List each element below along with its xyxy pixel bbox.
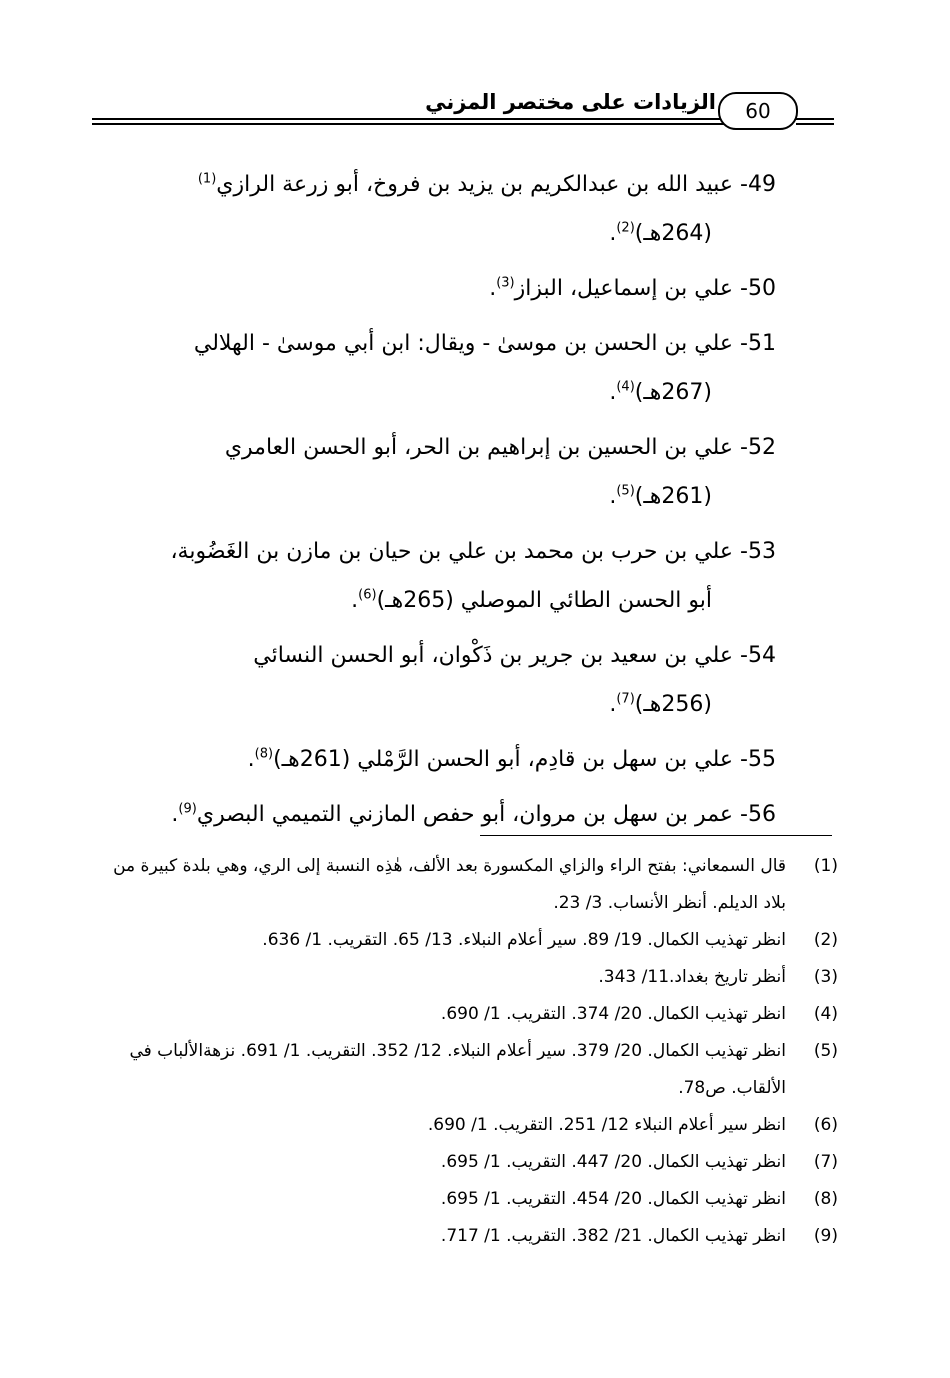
footnote <box>96 922 838 959</box>
footnote-number: (4) <box>813 1004 838 1024</box>
entry-continuation <box>86 368 776 417</box>
footnote <box>96 996 838 1033</box>
entry-date: أبو الحسن الطائي الموصلي (265هـ) <box>376 588 712 613</box>
page-number-tail <box>796 123 834 125</box>
entry-number: 53- <box>740 539 776 564</box>
entry-date: (267هـ) <box>634 380 712 405</box>
footnote <box>96 959 838 996</box>
footnote-number: (7) <box>813 1152 838 1172</box>
entry-text: عبيد الله بن عبدالكريم بن يزيد بن فروخ، أبو زرعة الرازي <box>216 172 734 197</box>
footnote-number: (6) <box>813 1115 838 1135</box>
page-number-tail <box>796 118 834 120</box>
list-item <box>86 264 776 313</box>
footnote-text: انظر تهذيب الكمال. 20/ 374. التقريب. 1/ 690. <box>440 1004 786 1024</box>
entry-text: علي بن سهل بن قادِم، أبو الحسن الرَّمْلي (261هـ) <box>273 747 734 772</box>
footnote-ref: (4) <box>616 379 635 395</box>
header-rule <box>92 123 724 125</box>
entry-end: . <box>609 692 617 717</box>
entry-continuation <box>86 576 776 625</box>
entry-end: . <box>609 221 617 246</box>
footnote-ref: (6) <box>358 587 377 603</box>
footnote-ref: (9) <box>178 801 197 817</box>
footnote-number: (1) <box>813 856 838 876</box>
footnote-ref: (2) <box>616 220 635 236</box>
entry-date: (256هـ) <box>634 692 712 717</box>
header-rule <box>92 118 724 120</box>
list-item <box>86 319 776 417</box>
entry-number: 56- <box>740 802 776 827</box>
entry-number: 55- <box>740 747 776 772</box>
list-item <box>86 527 776 625</box>
list-item <box>86 735 776 784</box>
entry-number: 50- <box>740 276 776 301</box>
footnote-number: (8) <box>813 1189 838 1209</box>
running-header <box>92 88 834 128</box>
entry-text: علي بن حرب بن محمد بن علي بن حيان بن مازن بن الغَضُوبة، <box>170 539 734 564</box>
entry-date: (261هـ) <box>634 484 712 509</box>
footnote-text: انظر تهذيب الكمال. 20/ 379. سير أعلام النبلاء. 12/ 352. التقريب. 1/ 691. نزهةالألباب في الألقاب. ص78. <box>129 1041 786 1098</box>
entry-date: (264هـ) <box>634 221 712 246</box>
entry-text: علي بن الحسن بن موسىٰ - ويقال: ابن أبي موسىٰ - الهلالي <box>193 331 734 356</box>
footnote-text: انظر تهذيب الكمال. 19/ 89. سير أعلام النبلاء. 13/ 65. التقريب. 1/ 636. <box>262 930 786 950</box>
entry-end: . <box>609 380 617 405</box>
footnote-ref: (8) <box>254 746 274 762</box>
entry-number: 49- <box>740 172 776 197</box>
footnote-separator <box>480 835 832 836</box>
page-number: 60 <box>718 92 798 130</box>
list-item <box>86 790 776 839</box>
footnote-text: انظر تهذيب الكمال. 20/ 447. التقريب. 1/ 695. <box>440 1152 786 1172</box>
entry-end: . <box>247 747 255 772</box>
footnote-text: انظر تهذيب الكمال. 20/ 454. التقريب. 1/ 695. <box>440 1189 786 1209</box>
entry-number: 52- <box>740 435 776 460</box>
entry-end: . <box>609 484 617 509</box>
entry-number: 54- <box>740 643 776 668</box>
footnote-ref: (1) <box>197 171 217 187</box>
footnote-text: أنظر تاريخ بغداد.11/ 343. <box>598 967 786 987</box>
footnote-ref: (3) <box>496 275 515 291</box>
entry-continuation <box>86 472 776 521</box>
footnote-text: انظر سير أعلام النبلاء 12/ 251. التقريب. 1/ 690. <box>427 1115 786 1135</box>
entry-text: علي بن سعيد بن جرير بن ذَكْوان، أبو الحسن النسائي <box>253 643 734 668</box>
entry-end: . <box>489 276 497 301</box>
list-item <box>86 423 776 521</box>
footnote-text: قال السمعاني: بفتح الراء والزاي المكسورة بعد الألف، هٰذِه النسبة إلى الري، وهي بلدة كبيرة من بلاد الديلم. أنظر الأنساب. 3/ 23. <box>113 856 786 913</box>
running-title: الزيادات على مختصر المزني <box>425 90 716 114</box>
footnote <box>96 1107 838 1144</box>
list-item <box>86 160 776 258</box>
footnote <box>96 1218 838 1255</box>
entry-end: . <box>171 802 179 827</box>
footnote-number: (9) <box>813 1226 838 1246</box>
entry-continuation <box>86 680 776 729</box>
entry-text: علي بن الحسين بن إبراهيم بن الحر، أبو الحسن العامري <box>224 435 734 460</box>
footnote <box>96 1144 838 1181</box>
footnote-number: (5) <box>813 1041 838 1061</box>
entry-text: علي بن إسماعيل، البزاز <box>514 276 734 301</box>
footnote-text: انظر تهذيب الكمال. 21/ 382. التقريب. 1/ 717. <box>440 1226 786 1246</box>
footnotes <box>96 848 838 1255</box>
footnote <box>96 1033 838 1107</box>
footnote <box>96 848 838 922</box>
main-text <box>86 160 776 845</box>
entry-continuation <box>86 209 776 258</box>
entry-text: عمر بن سهل بن مروان، أبو حفص المازني التميمي البصري <box>196 802 734 827</box>
entry-number: 51- <box>740 331 776 356</box>
footnote-number: (3) <box>813 967 838 987</box>
entry-end: . <box>351 588 359 613</box>
list-item <box>86 631 776 729</box>
footnote-number: (2) <box>813 930 838 950</box>
footnote-ref: (5) <box>616 483 635 499</box>
footnote-ref: (7) <box>616 691 635 707</box>
footnote <box>96 1181 838 1218</box>
